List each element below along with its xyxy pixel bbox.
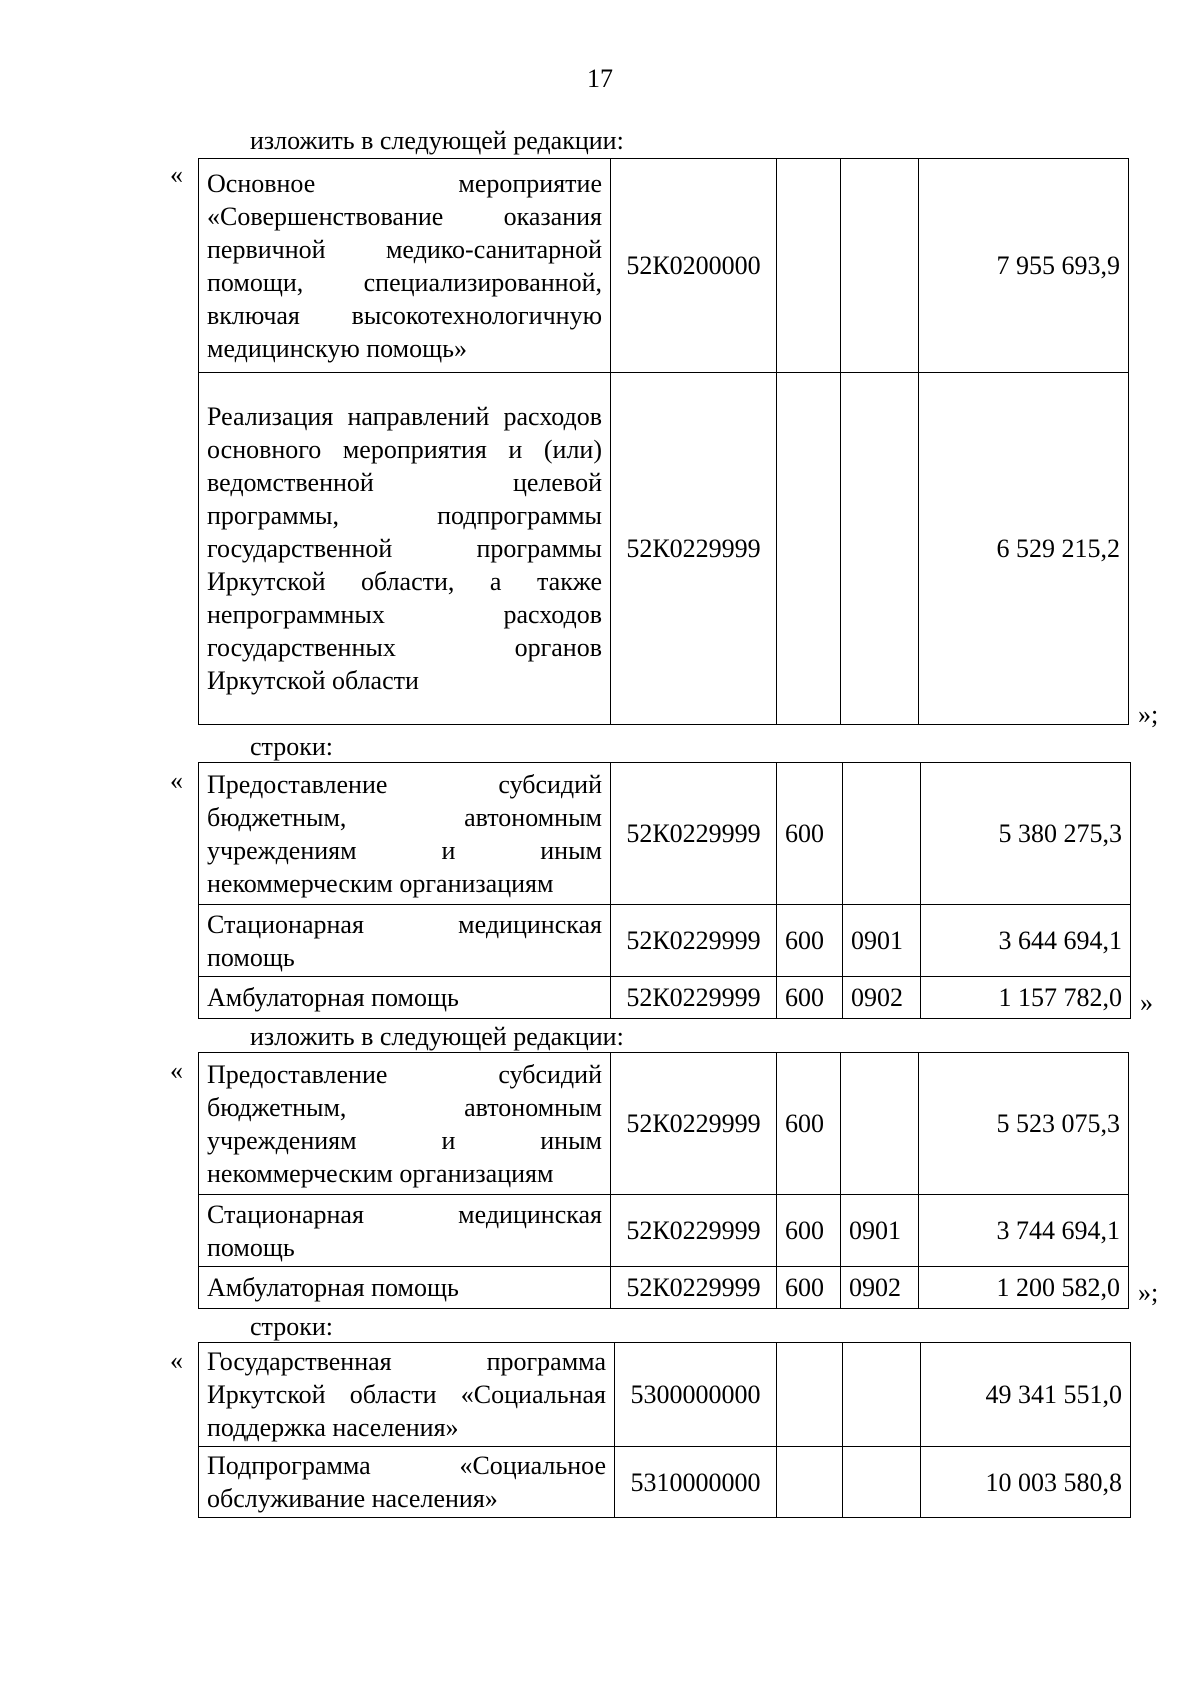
closing-quote: » [1140, 988, 1153, 1017]
row-vr: 600 [777, 977, 843, 1019]
row-code: 52К0229999 [611, 763, 777, 905]
row-rz [841, 373, 919, 725]
row-vr [777, 159, 841, 373]
row-sum: 49 341 551,0 [921, 1343, 1131, 1447]
row-code: 52К0229999 [611, 373, 777, 725]
table-row [199, 1053, 1129, 1195]
table-row [199, 373, 1129, 725]
row-name: Реализация направлений расходов основного мероприятия и (или) ведомственной целевой программы, подпрограммы государственной программы Иркутской области, а также непрограммных расходов государственных органов Иркутской области [199, 373, 611, 725]
row-name: Стационарная медицинская помощь [199, 905, 611, 977]
row-name: Государственная программа Иркутской области «Социальная поддержка населения» [199, 1343, 615, 1447]
lead-text: строки: [250, 1312, 333, 1341]
row-name: Стационарная медицинская помощь [199, 1195, 611, 1267]
lead-text: строки: [250, 732, 333, 761]
table-row [199, 159, 1129, 373]
closing-quote: »; [1138, 700, 1159, 729]
row-code: 52К0229999 [611, 977, 777, 1019]
row-rz [841, 1053, 919, 1195]
row-sum: 7 955 693,9 [919, 159, 1129, 373]
row-name: Предоставление субсидий бюджетным, автономным учреждениям и иным некоммерческим организациям [199, 1053, 611, 1195]
row-rz: 0902 [841, 1267, 919, 1309]
table-row [199, 1447, 1131, 1518]
row-name: Основное мероприятие «Совершенствование оказания первичной медико-санитарной помощи, специализированной, включая высокотехнологичную медицинскую помощь» [199, 159, 611, 373]
row-vr: 600 [777, 1267, 841, 1309]
table-row [199, 1195, 1129, 1267]
page-number: 17 [587, 64, 613, 93]
row-name: Подпрограмма «Социальное обслуживание населения» [199, 1447, 615, 1518]
row-rz: 0901 [841, 1195, 919, 1267]
row-code: 52К0229999 [611, 1267, 777, 1309]
opening-quote: « [170, 160, 183, 189]
opening-quote: « [170, 766, 183, 795]
row-name: Предоставление субсидий бюджетным, автономным учреждениям и иным некоммерческим организациям [199, 763, 611, 905]
row-code: 5300000000 [615, 1343, 777, 1447]
row-rz [843, 1447, 921, 1518]
row-sum: 3 744 694,1 [919, 1195, 1129, 1267]
row-sum: 5 380 275,3 [921, 763, 1131, 905]
row-rz: 0902 [843, 977, 921, 1019]
table-row [199, 1267, 1129, 1309]
row-code: 52К0200000 [611, 159, 777, 373]
row-rz [843, 1343, 921, 1447]
table-row [199, 1343, 1131, 1447]
budget-table [198, 1342, 1131, 1518]
lead-text: изложить в следующей редакции: [250, 126, 624, 155]
row-vr [777, 1343, 843, 1447]
table-row [199, 763, 1131, 905]
closing-quote: »; [1138, 1278, 1159, 1307]
row-sum: 1 200 582,0 [919, 1267, 1129, 1309]
row-vr: 600 [777, 763, 843, 905]
row-sum: 10 003 580,8 [921, 1447, 1131, 1518]
budget-table [198, 158, 1129, 725]
row-code: 52К0229999 [611, 1053, 777, 1195]
row-sum: 5 523 075,3 [919, 1053, 1129, 1195]
row-vr [777, 1447, 843, 1518]
row-code: 52К0229999 [611, 1195, 777, 1267]
row-rz [843, 763, 921, 905]
row-vr: 600 [777, 1195, 841, 1267]
opening-quote: « [170, 1056, 183, 1085]
row-code: 52К0229999 [611, 905, 777, 977]
lead-text: изложить в следующей редакции: [250, 1022, 624, 1051]
opening-quote: « [170, 1346, 183, 1375]
row-sum: 6 529 215,2 [919, 373, 1129, 725]
row-vr: 600 [777, 1053, 841, 1195]
row-rz [841, 159, 919, 373]
row-vr: 600 [777, 905, 843, 977]
row-rz: 0901 [843, 905, 921, 977]
table-row [199, 977, 1131, 1019]
budget-table [198, 762, 1131, 1019]
row-sum: 3 644 694,1 [921, 905, 1131, 977]
row-name: Амбулаторная помощь [199, 1267, 611, 1309]
row-sum: 1 157 782,0 [921, 977, 1131, 1019]
row-code: 5310000000 [615, 1447, 777, 1518]
row-name: Амбулаторная помощь [199, 977, 611, 1019]
budget-table [198, 1052, 1129, 1309]
table-row [199, 905, 1131, 977]
row-vr [777, 373, 841, 725]
